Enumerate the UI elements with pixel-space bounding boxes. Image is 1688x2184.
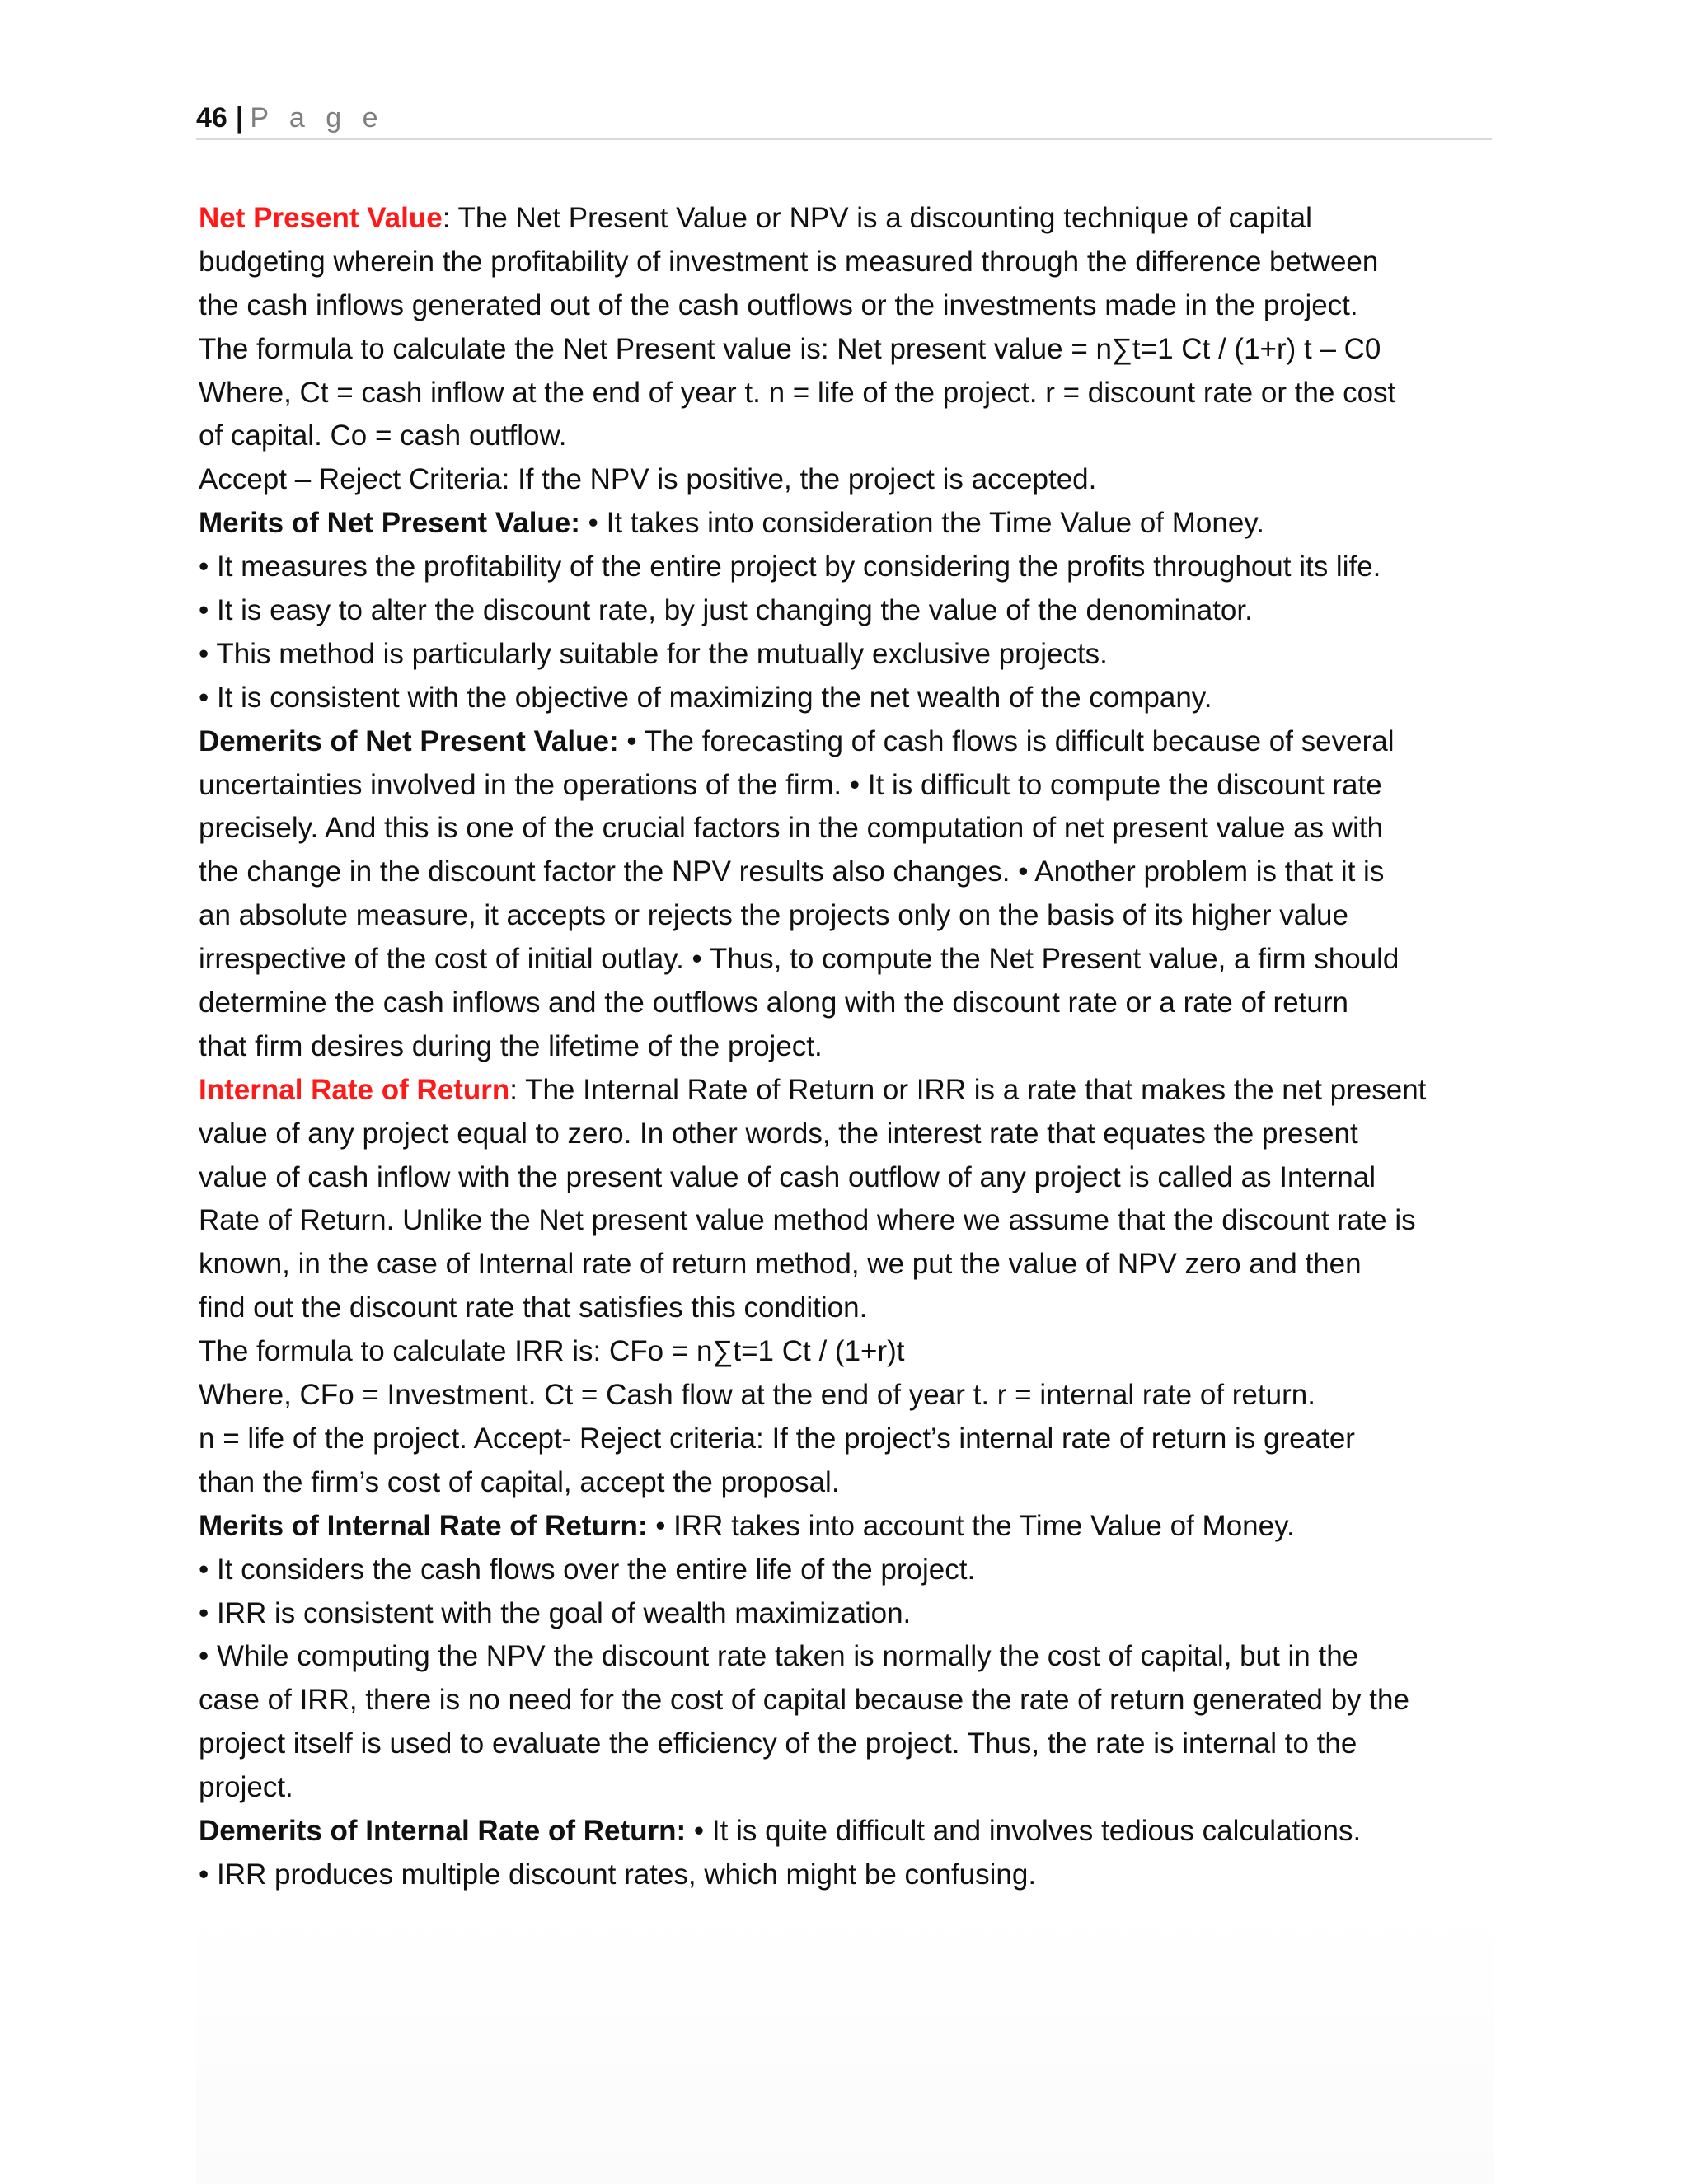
text-line <box>199 1592 1517 1636</box>
line-text: • This method is particularly suitable for the mutually exclusive projects. <box>199 637 1108 670</box>
section-line <box>199 1069 1517 1113</box>
text-line <box>199 458 1517 502</box>
line-text: Rate of Return. Unlike the Net present value method where we assume that the discount rate is <box>199 1204 1416 1237</box>
section-heading: Internal Rate of Return <box>199 1073 510 1106</box>
line-text: irrespective of the cost of initial outlay. • Thus, to compute the Net Present value, a firm should <box>199 943 1400 976</box>
line-text: • The forecasting of cash flows is difficult because of several <box>618 724 1395 757</box>
text-line <box>199 1722 1517 1766</box>
text-line <box>199 1766 1517 1810</box>
line-text: project itself is used to evaluate the efficiency of the project. Thus, the rate is internal to the <box>199 1727 1357 1760</box>
subsection-heading: Demerits of Internal Rate of Return: <box>199 1814 687 1847</box>
text-line <box>199 764 1517 808</box>
text-line <box>199 938 1517 982</box>
line-text: • It considers the cash flows over the entire life of the project. <box>199 1553 976 1586</box>
section-heading: Net Present Value <box>199 202 443 234</box>
line-text: value of cash inflow with the present value of cash outflow of any project is called as Internal <box>199 1160 1376 1193</box>
line-text: Where, CFo = Investment. Ct = Cash flow at the end of year t. r = internal rate of return. <box>199 1379 1315 1412</box>
section-line <box>199 197 1517 241</box>
line-text: n = life of the project. Accept- Reject criteria: If the project’s internal rate of return is greater <box>199 1422 1355 1455</box>
line-text: Accept – Reject Criteria: If the NPV is positive, the project is accepted. <box>199 463 1097 496</box>
text-line <box>199 851 1517 894</box>
text-line <box>199 284 1517 328</box>
text-line <box>199 415 1517 458</box>
line-text: Where, Ct = cash inflow at the end of year t. n = life of the project. r = discount rate or the cost <box>199 376 1396 409</box>
line-text: precisely. And this is one of the crucial factors in the computation of net present value as with <box>199 812 1384 845</box>
text-line <box>199 1461 1517 1505</box>
text-line <box>199 1113 1517 1156</box>
text-line <box>199 328 1517 372</box>
text-line <box>199 1025 1517 1069</box>
line-text: the cash inflows generated out of the cash outflows or the investments made in the project. <box>199 288 1358 321</box>
line-text: uncertainties involved in the operations of the firm. • It is difficult to compute the discount rate <box>199 768 1382 801</box>
text-line <box>199 1156 1517 1200</box>
line-text: than the firm’s cost of capital, accept the proposal. <box>199 1465 840 1498</box>
line-text: : The Net Present Value or NPV is a discounting technique of capital <box>442 202 1312 234</box>
text-line <box>199 1199 1517 1243</box>
line-text: The formula to calculate the Net Present value is: Net present value = n∑t=1 Ct / (1+r) t – C0 <box>199 332 1381 365</box>
text-line <box>199 1243 1517 1286</box>
line-text: • IRR takes into account the Time Value of Money. <box>647 1509 1295 1542</box>
text-line <box>199 1854 1517 1897</box>
text-line <box>199 807 1517 851</box>
section-line <box>199 1810 1517 1854</box>
subsection-heading: Merits of Internal Rate of Return: <box>199 1509 648 1542</box>
line-text: • It is consistent with the objective of maximizing the net wealth of the company. <box>199 681 1212 714</box>
text-line <box>199 633 1517 677</box>
line-text: value of any project equal to zero. In other words, the interest rate that equates the present <box>199 1117 1358 1150</box>
document-body <box>199 197 1517 1897</box>
page-number: 46 <box>196 102 227 134</box>
line-text: budgeting wherein the profitability of investment is measured through the difference between <box>199 245 1379 278</box>
text-line <box>199 982 1517 1025</box>
section-line <box>199 1505 1517 1549</box>
text-line <box>199 1374 1517 1418</box>
text-line <box>199 372 1517 415</box>
line-text: of capital. Co = cash outflow. <box>199 419 567 452</box>
text-line <box>199 241 1517 284</box>
text-line <box>199 1635 1517 1679</box>
line-text: find out the discount rate that satisfies this condition. <box>199 1291 868 1324</box>
line-text: project. <box>199 1771 293 1804</box>
line-text: an absolute measure, it accepts or rejects the projects only on the basis of its higher value <box>199 899 1348 932</box>
subsection-heading: Demerits of Net Present Value: <box>199 724 619 757</box>
page-bottom-area <box>196 1904 1494 2184</box>
text-line <box>199 1679 1517 1722</box>
text-line <box>199 1549 1517 1592</box>
text-line <box>199 589 1517 633</box>
line-text: case of IRR, there is no need for the cost of capital because the rate of return generated by the <box>199 1684 1409 1717</box>
section-line <box>199 720 1517 764</box>
line-text: • While computing the NPV the discount rate taken is normally the cost of capital, but in the <box>199 1640 1359 1673</box>
text-line <box>199 546 1517 589</box>
text-line <box>199 894 1517 938</box>
line-text: • It measures the profitability of the entire project by considering the profits throughout its life. <box>199 551 1381 583</box>
line-text: • It takes into consideration the Time Value of Money. <box>579 507 1264 540</box>
page-label: P a g e <box>250 102 385 134</box>
page-separator: | <box>235 102 244 134</box>
line-text: The formula to calculate IRR is: CFo = n∑t=1 Ct / (1+r)t <box>199 1335 905 1368</box>
page-header <box>196 97 1492 140</box>
line-text: : The Internal Rate of Return or IRR is a rate that makes the net present <box>509 1073 1427 1106</box>
text-line <box>199 1418 1517 1461</box>
subsection-heading: Merits of Net Present Value: <box>199 507 580 540</box>
text-line <box>199 677 1517 720</box>
line-text: the change in the discount factor the NPV results also changes. • Another problem is that it is <box>199 855 1385 888</box>
text-line <box>199 1330 1517 1374</box>
line-text: • It is easy to alter the discount rate, by just changing the value of the denominator. <box>199 594 1253 627</box>
line-text: determine the cash inflows and the outflows along with the discount rate or a rate of return <box>199 987 1348 1019</box>
line-text: • It is quite difficult and involves tedious calculations. <box>686 1814 1362 1847</box>
line-text: that firm desires during the lifetime of the project. <box>199 1029 823 1062</box>
text-line <box>199 1286 1517 1330</box>
line-text: known, in the case of Internal rate of return method, we put the value of NPV zero and then <box>199 1248 1362 1281</box>
line-text: • IRR produces multiple discount rates, which might be confusing. <box>199 1858 1037 1891</box>
line-text: • IRR is consistent with the goal of wealth maximization. <box>199 1596 912 1629</box>
section-line <box>199 502 1517 546</box>
